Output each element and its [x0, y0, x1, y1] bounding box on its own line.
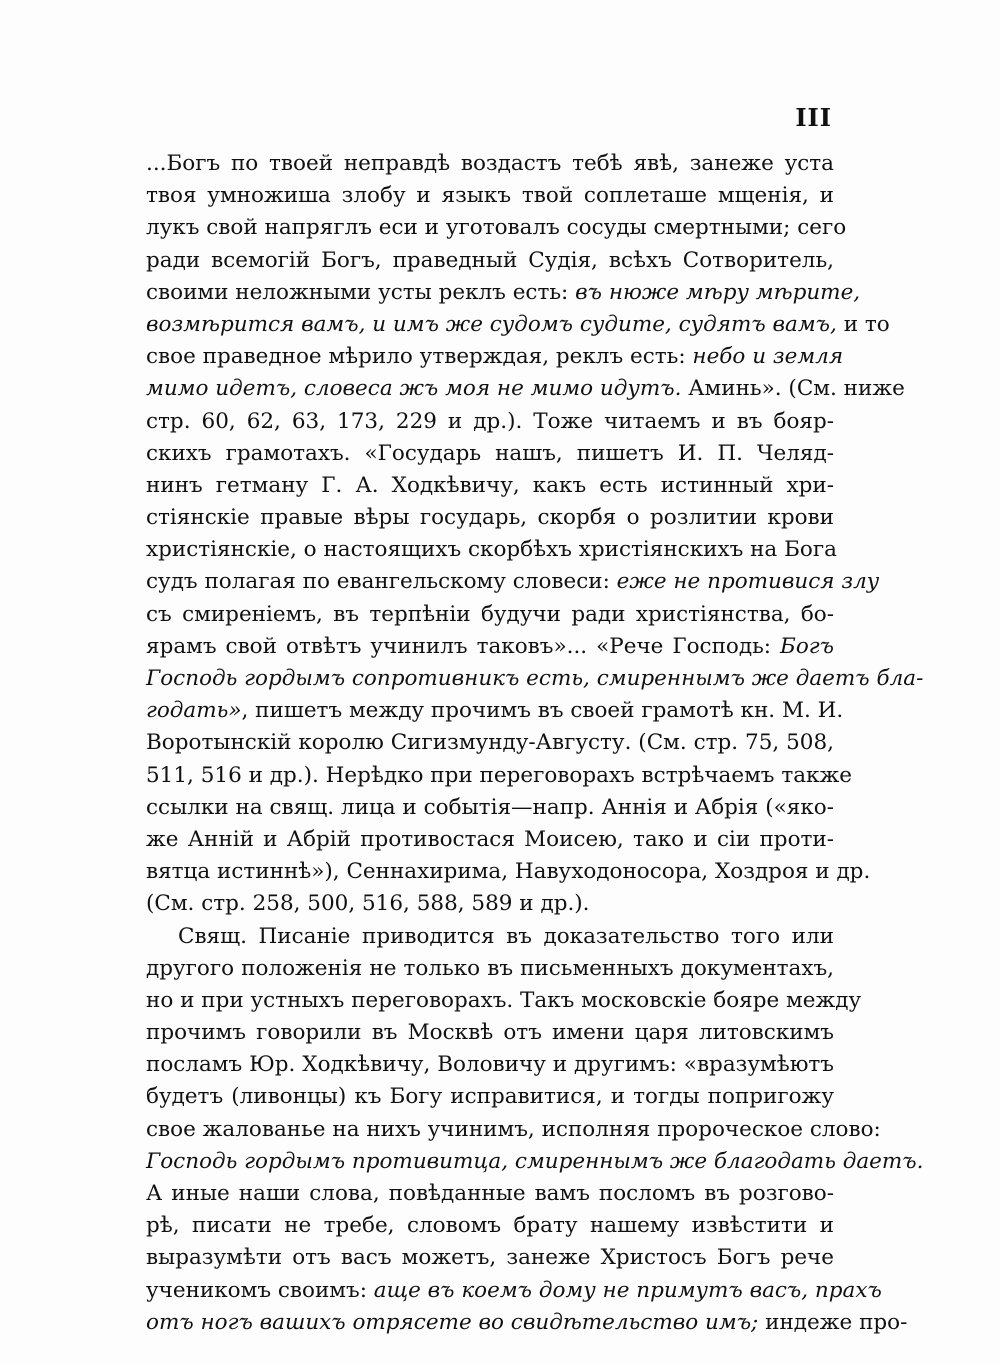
text-fragment: ради всемогій Богъ, праведный Судія, всѣхъ Сотворитель,: [146, 247, 834, 273]
italic-quotation: Господь гордымъ противитца, смиреннымъ же благодать даетъ.: [146, 1148, 924, 1174]
text-fragment: другого положенія не только въ письменныхъ документахъ,: [146, 955, 834, 981]
text-line: [146, 470, 834, 502]
text-fragment: индеже про-: [758, 1309, 908, 1335]
text-line: [146, 373, 905, 405]
text-line: [146, 406, 834, 438]
text-line: [146, 438, 834, 470]
text-fragment: скихъ грамотахъ. «Государь нашъ, пишетъ И. П. Челяд-: [146, 440, 834, 466]
italic-quotation: Господь гордымъ сопротивникъ есть, смиреннымъ же даетъ бла-: [146, 666, 924, 691]
text-fragment: ...Богъ по твоей неправдѣ воздастъ тебѣ явѣ, занеже уста: [146, 151, 834, 176]
italic-quotation: возмѣрится вамъ, и имъ же судомъ судите, судятъ вамъ,: [146, 311, 837, 337]
text-fragment: своими неложными усты реклъ есть:: [146, 279, 576, 305]
text-fragment: прочимъ говорили въ Москвѣ отъ имени царя литовскимъ: [146, 1020, 834, 1046]
text-line: [146, 566, 880, 598]
text-line: [146, 631, 834, 663]
text-fragment: но и при устныхъ переговорахъ. Такъ московскіе бояре между: [146, 987, 862, 1013]
text-line: [146, 824, 834, 856]
text-line: [146, 760, 852, 792]
text-line: [146, 856, 871, 888]
text-line: [146, 1114, 881, 1146]
text-line: [146, 953, 834, 985]
text-fragment: свое жалованье на нихъ учинимъ, исполняя пророческое слово:: [146, 1116, 881, 1142]
text-fragment: свое праведное мѣрило утверждая, реклъ есть:: [146, 344, 693, 370]
text-fragment: 511, 516 и др.). Нерѣдко при переговорахъ встрѣчаемъ также: [146, 762, 852, 788]
text-line: [146, 1307, 908, 1339]
text-line: [146, 727, 834, 759]
text-line: [146, 1242, 834, 1274]
text-line: [146, 663, 924, 695]
text-line: [146, 534, 837, 566]
text-line: [146, 1210, 834, 1242]
text-fragment: и то: [836, 311, 890, 337]
paragraph-start-line: [146, 921, 834, 953]
text-line: [146, 245, 834, 277]
italic-quotation: мимо идетъ, словеса жъ моя не мимо идутъ.: [146, 376, 682, 402]
text-line: [146, 888, 834, 920]
text-line: [146, 599, 834, 631]
text-line: [146, 309, 890, 341]
text-fragment: будетъ (ливонцы) къ Богу исправитися, и тогды попригожу: [146, 1084, 834, 1110]
italic-quotation: еже не противися злу: [616, 569, 880, 595]
text-line: [146, 277, 861, 309]
text-line: [146, 1081, 834, 1113]
text-line: [146, 1275, 882, 1307]
italic-quotation: Богъ: [780, 633, 834, 659]
text-fragment: , пишетъ между прочимъ въ своей грамотѣ кн. М. И.: [241, 698, 844, 724]
text-line: [146, 1049, 834, 1081]
text-line: [146, 792, 834, 824]
text-fragment: же Анній и Абрій противостася Моисею, тако и сіи проти-: [146, 826, 834, 852]
text-line: [146, 1178, 834, 1210]
text-line: [146, 1017, 834, 1049]
text-fragment: христіянскіе, о настоящихъ скорбѣхъ христіянскихъ на Бога: [146, 537, 837, 563]
page-number: III: [795, 103, 832, 132]
text-fragment: рѣ, писати не требе, словомъ брату нашему извѣстити и: [146, 1213, 834, 1239]
text-fragment: нинъ гетману Г. А. Ходкѣвичу, какъ есть истинный хри-: [146, 472, 834, 498]
text-fragment: Воротынскій королю Сигизмунду-Августу. (См. стр. 75, 508,: [146, 730, 834, 756]
text-line: [146, 985, 862, 1017]
text-fragment: лукъ свой напряглъ еси и уготовалъ сосуды смертными; сего: [146, 215, 847, 241]
text-fragment: ученикомъ своимъ:: [146, 1277, 374, 1303]
italic-quotation: годать»: [146, 698, 242, 724]
text-fragment: выразумѣти отъ васъ можетъ, занеже Христосъ Богъ рече: [146, 1245, 834, 1271]
text-fragment: Аминь». (См. ниже: [681, 376, 905, 402]
text-fragment: А иные наши слова, повѣданные вамъ посломъ въ розгово-: [146, 1181, 834, 1206]
text-line: [146, 341, 844, 373]
text-fragment: Свящ. Писаніе приводится въ доказательство того или: [178, 923, 834, 949]
text-fragment: стіянскіе правые вѣры государь, скорбя о розлитии крови: [146, 505, 834, 531]
text-fragment: съ смиреніемъ, въ терпѣніи будучи ради христіянства, бо-: [146, 601, 834, 627]
text-fragment: посламъ Юр. Ходкѣвичу, Воловичу и другимъ: «вразумѣютъ: [146, 1052, 834, 1078]
text-line: [146, 502, 834, 534]
text-line: [146, 180, 834, 212]
text-line: [146, 148, 834, 180]
text-fragment: ярамъ свой отвѣтъ учинилъ таковъ»... «Рече Господь:: [146, 633, 781, 659]
text-fragment: ссылки на свящ. лица и событія—напр. Аннія и Абрія («яко-: [146, 794, 834, 820]
text-fragment: стр. 60, 62, 63, 173, 229 и др.). Тоже читаемъ и въ бояр-: [146, 408, 834, 434]
italic-quotation: аще въ коемъ дому не примутъ васъ, прахъ: [373, 1277, 882, 1303]
italic-quotation: небо и земля: [692, 344, 844, 370]
italic-quotation: въ нюже мѣру мѣрите,: [575, 279, 861, 305]
text-fragment: (См. стр. 258, 500, 516, 588, 589 и др.).: [146, 891, 590, 917]
text-fragment: судъ полагая по евангельскому словеси:: [146, 569, 617, 595]
text-line: [146, 695, 844, 727]
text-line: [146, 1146, 924, 1178]
body-text: [146, 148, 924, 1339]
text-line: [146, 212, 847, 244]
italic-quotation: отъ ногъ вашихъ отрясете во свидѣтельство имъ;: [146, 1309, 759, 1335]
text-fragment: вятца истиннѣ»), Сеннахирима, Навуходоносора, Хоздроя и др.: [146, 859, 871, 885]
text-fragment: твоя умножиша злобу и языкъ твой соплеташе мщенія, и: [146, 183, 834, 209]
